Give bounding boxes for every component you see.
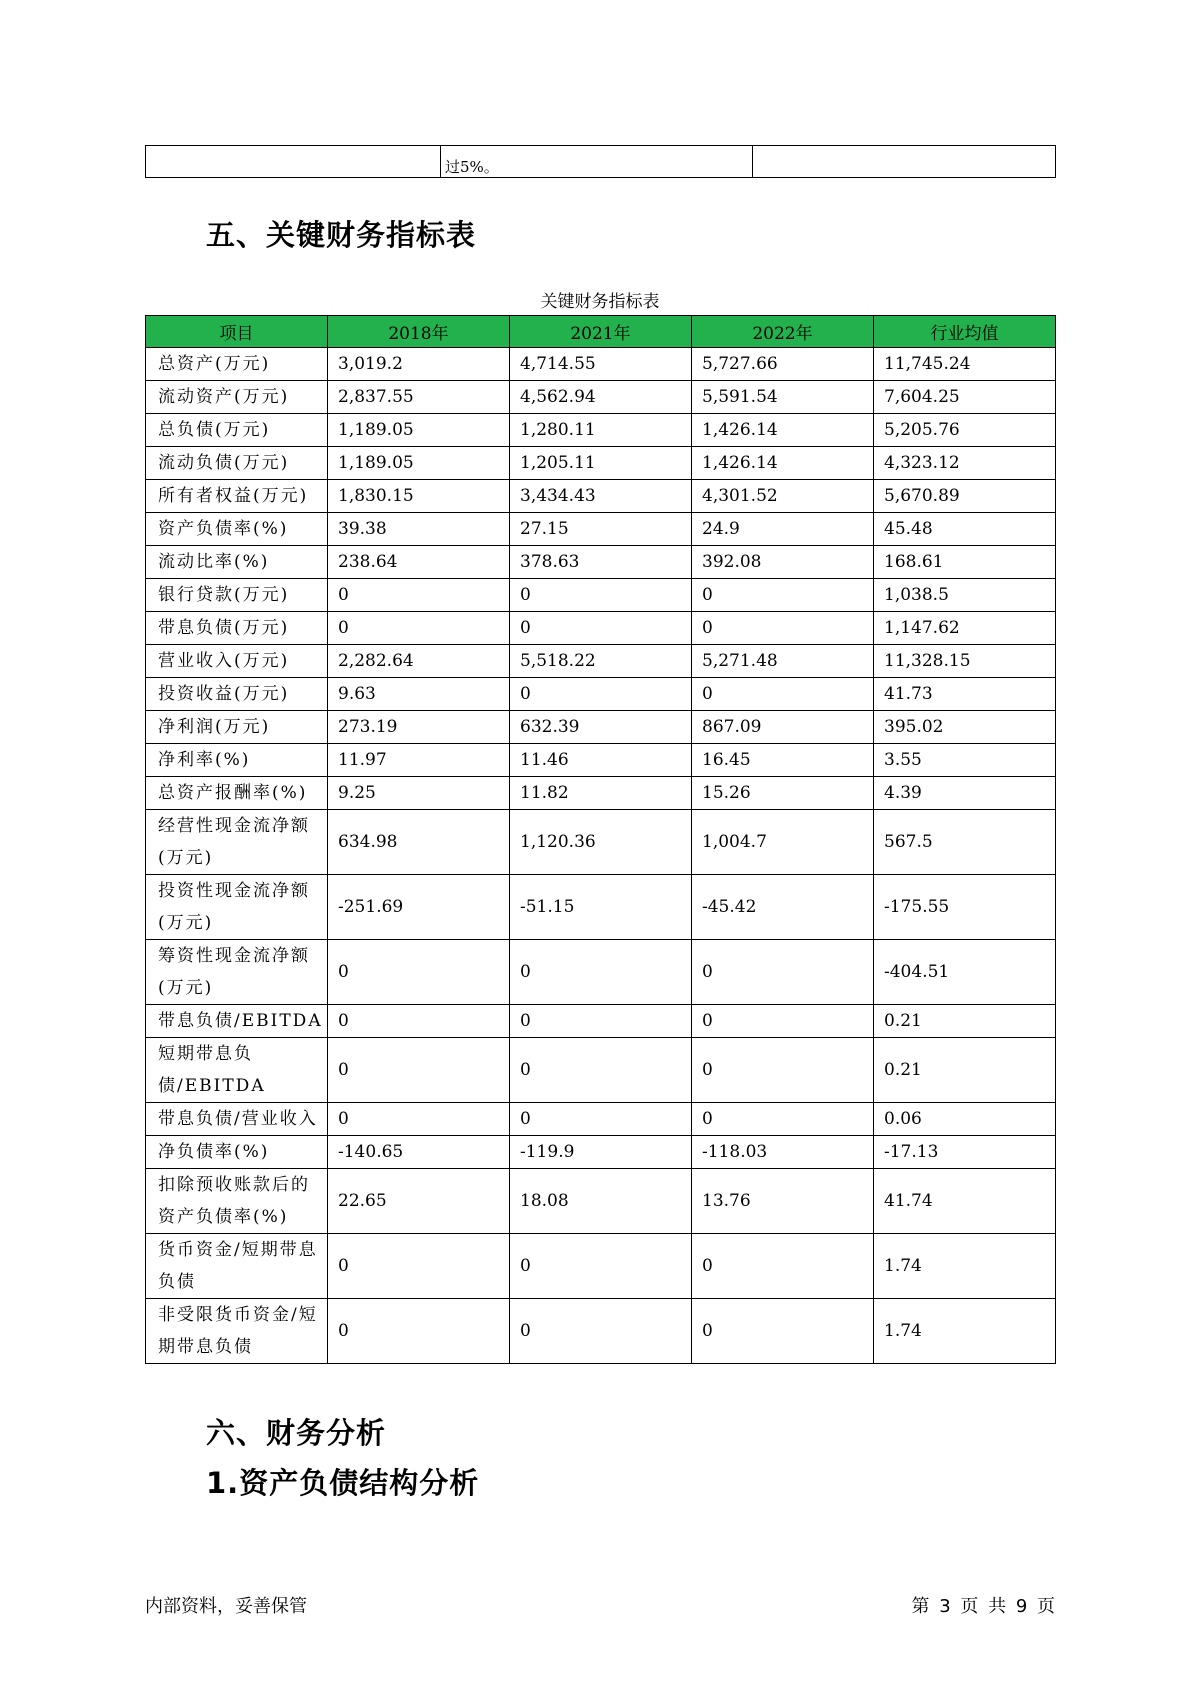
table-cell: 0: [328, 1038, 510, 1103]
table-row: [146, 1299, 1056, 1364]
table-row: [146, 546, 1056, 579]
table-cell: 273.19: [328, 711, 510, 744]
table-cell: 1,189.05: [328, 447, 510, 480]
table-cell: 3,434.43: [510, 480, 692, 513]
table-cell: 0: [328, 579, 510, 612]
table-cell: 0: [510, 1234, 692, 1299]
section-heading-key-indicators: 五、关键财务指标表: [206, 218, 477, 252]
table-cell: 0: [328, 1103, 510, 1136]
table-cell: 7,604.25: [874, 381, 1056, 414]
table-cell: 4,301.52: [692, 480, 874, 513]
table-row: [146, 810, 1056, 875]
table-cell: 5,205.76: [874, 414, 1056, 447]
table-cell: 0: [328, 940, 510, 1005]
table-row: [146, 1103, 1056, 1136]
table-cell: 3,019.2: [328, 348, 510, 381]
table-cell: 0: [510, 579, 692, 612]
table-cell: -140.65: [328, 1136, 510, 1169]
table-cell: 0: [692, 678, 874, 711]
table-row: [146, 414, 1056, 447]
table-cell: 2,282.64: [328, 645, 510, 678]
table-row: [146, 744, 1056, 777]
table-cell: 0.21: [874, 1005, 1056, 1038]
table-row: [146, 777, 1056, 810]
table-cell: -251.69: [328, 875, 510, 940]
column-header-2021: 2021年: [510, 316, 692, 348]
table-cell: 1,426.14: [692, 447, 874, 480]
table-cell: 392.08: [692, 546, 874, 579]
table-cell: 3.55: [874, 744, 1056, 777]
table-cell: [146, 146, 441, 178]
table-cell: 238.64: [328, 546, 510, 579]
table-cell: 0: [328, 1234, 510, 1299]
table-cell: 11,328.15: [874, 645, 1056, 678]
row-label: 扣除预收账款后的资产负债率(%): [146, 1169, 328, 1234]
column-header-2022: 2022年: [692, 316, 874, 348]
table-header-row: [146, 316, 1056, 348]
row-label: 货币资金/短期带息负债: [146, 1234, 328, 1299]
table-cell: 0: [328, 612, 510, 645]
table-cell: 567.5: [874, 810, 1056, 875]
table-cell: 4,323.12: [874, 447, 1056, 480]
row-label: 非受限货币资金/短期带息负债: [146, 1299, 328, 1364]
table-cell: -118.03: [692, 1136, 874, 1169]
table-cell: 22.65: [328, 1169, 510, 1234]
table-cell: 0: [692, 1103, 874, 1136]
table-cell: 0: [510, 612, 692, 645]
table-cell: 24.9: [692, 513, 874, 546]
row-label: 带息负债/EBITDA: [146, 1005, 328, 1038]
column-header-industry-avg: 行业均值: [874, 316, 1056, 348]
table-cell: 2,837.55: [328, 381, 510, 414]
table-cell: 1.74: [874, 1299, 1056, 1364]
table-cell: 1,120.36: [510, 810, 692, 875]
table-cell: 11,745.24: [874, 348, 1056, 381]
table-cell: -51.15: [510, 875, 692, 940]
table-row: [146, 1005, 1056, 1038]
table-cell: 9.63: [328, 678, 510, 711]
table-cell: 0: [692, 1299, 874, 1364]
row-label: 所有者权益(万元): [146, 480, 328, 513]
row-label: 投资收益(万元): [146, 678, 328, 711]
table-row: [146, 579, 1056, 612]
table-cell: 4,714.55: [510, 348, 692, 381]
table-cell: -45.42: [692, 875, 874, 940]
financial-indicators-table: [145, 315, 1056, 1364]
row-label: 营业收入(万元): [146, 645, 328, 678]
table-cell: 1,189.05: [328, 414, 510, 447]
table-cell: 1,830.15: [328, 480, 510, 513]
table-cell: 41.74: [874, 1169, 1056, 1234]
table-cell: 0: [328, 1005, 510, 1038]
table-cell: 0: [510, 1005, 692, 1038]
table-cell: 634.98: [328, 810, 510, 875]
table-row: [146, 513, 1056, 546]
row-label: 总负债(万元): [146, 414, 328, 447]
table-cell: 5,591.54: [692, 381, 874, 414]
table-cell: 27.15: [510, 513, 692, 546]
table-cell: 632.39: [510, 711, 692, 744]
table-cell: 0: [692, 940, 874, 1005]
table-cell: 1,004.7: [692, 810, 874, 875]
table-cell: 5,670.89: [874, 480, 1056, 513]
table-cell: 0: [510, 678, 692, 711]
table-row: [146, 1169, 1056, 1234]
table-cell: 0: [510, 1103, 692, 1136]
table-cell: 5,271.48: [692, 645, 874, 678]
table-cell: 378.63: [510, 546, 692, 579]
table-cell: 0: [692, 1234, 874, 1299]
table-cell: 1,205.11: [510, 447, 692, 480]
table-row: [146, 1038, 1056, 1103]
column-header-item: 项目: [146, 316, 328, 348]
table-row: [146, 1136, 1056, 1169]
table-cell: 13.76: [692, 1169, 874, 1234]
table-cell: 4.39: [874, 777, 1056, 810]
table-cell: 1,280.11: [510, 414, 692, 447]
table-cell: 16.45: [692, 744, 874, 777]
table-cell: -404.51: [874, 940, 1056, 1005]
table-cell: 1,426.14: [692, 414, 874, 447]
page-number: 第 3 页 共 9 页: [911, 1596, 1055, 1617]
table-cell: 0: [510, 1299, 692, 1364]
footer-confidential-note: 内部资料，妥善保管: [145, 1596, 307, 1617]
table-cell: 0.21: [874, 1038, 1056, 1103]
row-label: 资产负债率(%): [146, 513, 328, 546]
table-row: [146, 940, 1056, 1005]
table-cell: -17.13: [874, 1136, 1056, 1169]
table-cell: 15.26: [692, 777, 874, 810]
table-cell: 0: [692, 612, 874, 645]
row-label: 净利润(万元): [146, 711, 328, 744]
table-cell: 1,038.5: [874, 579, 1056, 612]
row-label: 流动资产(万元): [146, 381, 328, 414]
table-cell: 0: [692, 579, 874, 612]
table-row: [146, 146, 1056, 178]
table-cell: 0: [692, 1038, 874, 1103]
table-row: [146, 612, 1056, 645]
table-cell: 395.02: [874, 711, 1056, 744]
table-cell: 867.09: [692, 711, 874, 744]
table-cell: 168.61: [874, 546, 1056, 579]
row-label: 筹资性现金流净额(万元): [146, 940, 328, 1005]
table-row: [146, 1234, 1056, 1299]
table-cell: -175.55: [874, 875, 1056, 940]
table-row: [146, 678, 1056, 711]
row-label: 净负债率(%): [146, 1136, 328, 1169]
row-label: 总资产报酬率(%): [146, 777, 328, 810]
table-cell: 1.74: [874, 1234, 1056, 1299]
table-row: [146, 447, 1056, 480]
table-row: [146, 480, 1056, 513]
row-label: 总资产(万元): [146, 348, 328, 381]
row-label: 流动比率(%): [146, 546, 328, 579]
table-row: [146, 348, 1056, 381]
table-cell: 11.46: [510, 744, 692, 777]
table-cell: 11.97: [328, 744, 510, 777]
table-cell: 1,147.62: [874, 612, 1056, 645]
table-cell: 41.73: [874, 678, 1056, 711]
table-cell: -119.9: [510, 1136, 692, 1169]
table-cell: 5,518.22: [510, 645, 692, 678]
row-label: 经营性现金流净额(万元): [146, 810, 328, 875]
row-label: 银行贷款(万元): [146, 579, 328, 612]
table-cell: 11.82: [510, 777, 692, 810]
subsection-heading-asset-liability: 1.资产负债结构分析: [206, 1466, 480, 1500]
row-label: 短期带息负债/EBITDA: [146, 1038, 328, 1103]
table-row: [146, 875, 1056, 940]
continued-table: [145, 145, 1056, 178]
row-label: 净利率(%): [146, 744, 328, 777]
table-row: [146, 711, 1056, 744]
table-row: [146, 645, 1056, 678]
row-label: 带息负债(万元): [146, 612, 328, 645]
column-header-2018: 2018年: [328, 316, 510, 348]
table-cell: 0.06: [874, 1103, 1056, 1136]
row-label: 投资性现金流净额(万元): [146, 875, 328, 940]
table-cell: 4,562.94: [510, 381, 692, 414]
row-label: 流动负债(万元): [146, 447, 328, 480]
table-body: [146, 348, 1056, 1364]
table-cell: 9.25: [328, 777, 510, 810]
table-cell: 18.08: [510, 1169, 692, 1234]
table-cell: 0: [510, 940, 692, 1005]
table-cell: 5,727.66: [692, 348, 874, 381]
table-cell: 0: [328, 1299, 510, 1364]
table-cell: 45.48: [874, 513, 1056, 546]
section-heading-financial-analysis: 六、财务分析: [206, 1416, 387, 1450]
table-row: [146, 381, 1056, 414]
table-caption: 关键财务指标表: [540, 292, 660, 312]
table-cell: [753, 146, 1056, 178]
table-cell: 0: [692, 1005, 874, 1038]
table-cell: 39.38: [328, 513, 510, 546]
table-cell: 过5%。: [441, 146, 753, 178]
row-label: 带息负债/营业收入: [146, 1103, 328, 1136]
table-cell: 0: [510, 1038, 692, 1103]
